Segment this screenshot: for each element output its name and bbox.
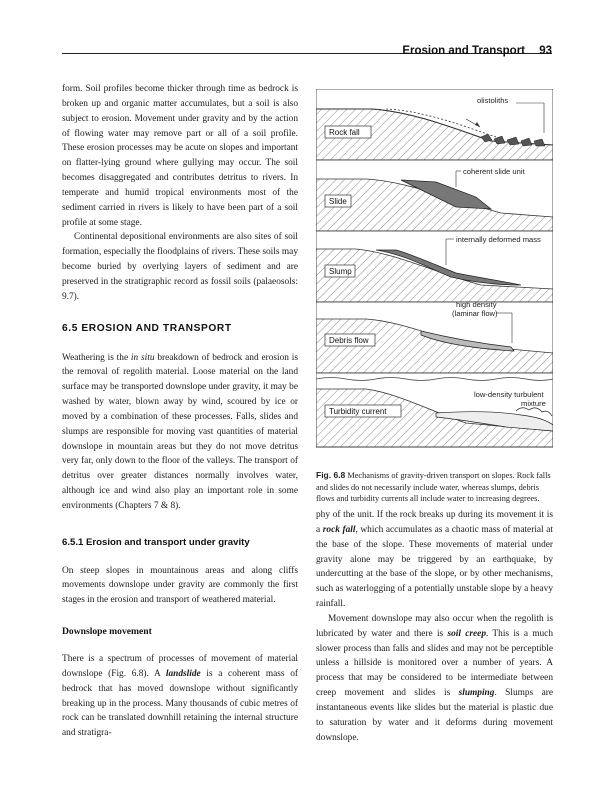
running-title: Erosion and Transport (402, 45, 525, 57)
paragraph: form. Soil profiles become thicker through time as bedrock is broken up and organic matter accumulates, but a soil is also subject to erosion. Movement under gravity and by the action of flowing water may remove part or all of a soil profile. These erosion processes may be acute on slopes and important on flatter-lying ground where gullying may occur. The soil becomes disaggregated and contributes detritus to rivers. In temperate and humid tropical environments most of the sediment carried in rivers is likely to have been part of a soil profile at some stage. (62, 84, 298, 228)
page-number: 93 (539, 45, 552, 57)
panel-rock-fall (316, 89, 553, 160)
subsection-heading: 6.5.1 Erosion and transport under gravity (62, 536, 250, 548)
panel-label: Slump (329, 267, 352, 276)
figure-number: Fig. 6.8 (316, 470, 346, 480)
figure-caption (316, 470, 553, 505)
panel-label: Turbidity current (329, 407, 387, 416)
paragraph: Weathering is the in situ breakdown of bedrock and erosion is the removal of regolith material. Loose material on the land surface may be transported downslope under gravity, it may be washed by water, blown away by wind, scoured by ice or moved by a combination of these processes. Falls, slides and slumps are responsible for moving vast quantities of material downslope in mountain areas but they do not move detritus very far, only down to the floor of the valleys. The transport of detritus over greater distances normally involves water, although ice and wind also play an important role in some environments (Chapters 7 & 8). (62, 352, 299, 511)
right-column (316, 508, 553, 746)
panel-label: Slide (329, 197, 347, 206)
subsubsection-heading: Downslope movement (62, 626, 152, 638)
panel-annotation: olistoliths (477, 96, 509, 105)
panel-annotation-line1: low-density turbulent (474, 390, 544, 399)
panel-label: Debris flow (329, 336, 369, 345)
panel-slide (316, 160, 553, 231)
panel-slump (316, 231, 553, 302)
panel-turbidity-current (316, 373, 553, 447)
panel-annotation-line1: high density (456, 300, 497, 309)
panel-annotation-line2: mixture (521, 399, 546, 408)
panel-annotation-line2: (laminar flow) (452, 309, 498, 318)
panel-annotation: coherent slide unit (463, 167, 525, 176)
panel-label: Rock fall (329, 128, 360, 137)
left-column (62, 82, 298, 741)
caption-text: Mechanisms of gravity-driven transport on slopes. Rock falls and slides do not necessarily include water, whereas slumps, debris flows and turbidity currents all include water to increasing degrees. (316, 471, 551, 503)
paragraph: Continental depositional environments are also sites of soil formation, especially the floodplains of rivers. These soils may become buried by overlying layers of sediment and are preserved in the stratigraphic record as fossil soils (palaeosols: 9.7). (62, 232, 298, 302)
panel-debris-flow (316, 300, 553, 373)
paragraph: There is a spectrum of processes of movement of material downslope (Fig. 6.8). A landslide is a coherent mass of bedrock that has moved downslope without significantly breaking up in the process. Many thousands of cubic metres of rock can be translated downhill retaining the internal structure and stratigra- (62, 654, 298, 739)
paragraph: Movement downslope may also occur when the regolith is lubricated by water and there is soil creep. This is a much slower process than falls and slides and may not be perceptible unless a hillside is monitored over a number of years. A process that may be considered to be intermediate between creep movement and slides is slumping. Slumps are instantaneous events like slides but the material is plastic due to saturation by water and it deforms during movement downslope. (316, 613, 553, 743)
figure-6-8 (316, 89, 553, 469)
panel-annotation: internally deformed mass (456, 235, 541, 244)
paragraph: phy of the unit. If the rock breaks up during its movement it is a rock fall, which accumulates as a chaotic mass of material at the base of the slope. These movements of material under gravity alone may be triggered by an earthquake, by undercutting at the base of the slope, or by other mechanisms, such as waterlogging of a potentially unstable slope by a heavy rainfall. (316, 510, 554, 610)
section-heading: 6.5 EROSION AND TRANSPORT (62, 322, 232, 334)
paragraph: On steep slopes in mountainous areas and along cliffs movements downslope under gravity are commonly the first stages in the erosion and transport of weathered material. (62, 565, 298, 606)
